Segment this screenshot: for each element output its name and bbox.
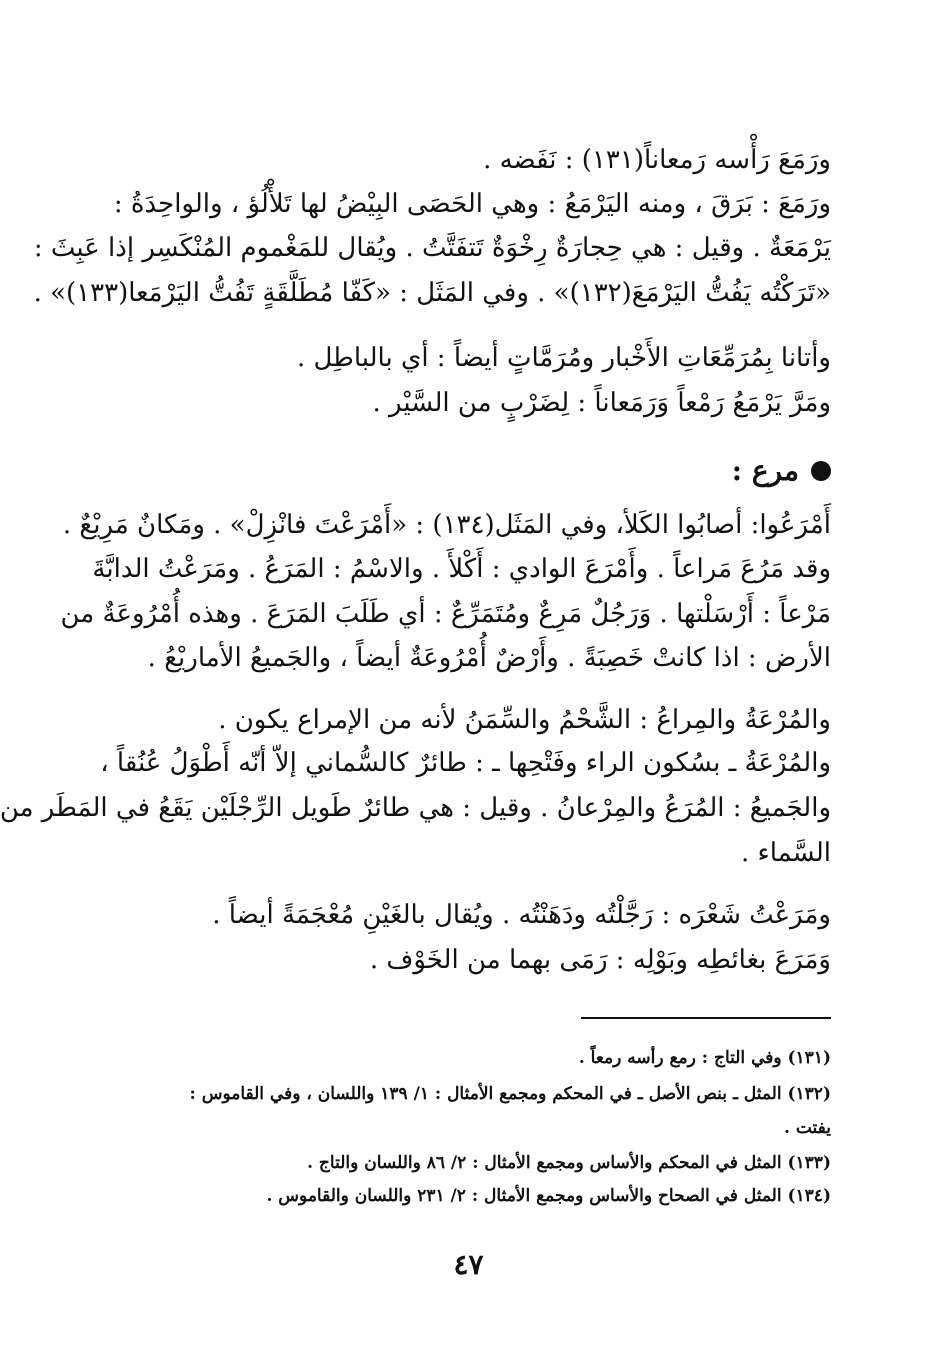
footnote: (١٣٤) المثل في الصحاح والأساس ومجمع الأمثال : ٢/ ٢٣١ واللسان والقاموس . [266,1186,831,1206]
text-line: أَمْرَعُوا: أصابُوا الكَلأ، وفي المَثَل(١٣٤) : «أَمْرَعْتَ فانْزِلْ» . ومَكانٌ مَرِيْعٌ . [62,510,831,540]
footnote: (١٣٢) المثل ـ بنص الأصل ـ في المحكم ومجمع الأمثال : ١/ ١٣٩ واللسان ، وفي القاموس : [189,1084,831,1104]
text-line: وأتانا بِمُرَمِّعَاتِ الأَخْبار ومُرَمَّاتٍ أيضاً : أي بالباطِل . [296,343,831,373]
text-line: السَّماء . [740,838,831,868]
footnote: (١٣١) وفي التاج : رمع رأسه رمعاً . [578,1048,831,1068]
text-line: والجَميعُ : المُرَعُ والمِرْعانُ . وقيل : هي طائرٌ طَويل الرِّجْلَيْن يَقَعُ في المَطَر من [0,793,831,823]
footnote: يفتت . [784,1118,831,1138]
text-line: «تَرَكْتُه يَفُتُّ اليَرْمَعَ(١٣٢)» . وفي المَثَل : «كَفّا مُطَلَّقَةٍ تَفُتُّ اليَرْمَعا(١٣٣)» . [33,278,831,308]
text-line: ومَرَّ يَرْمَعُ رَمْعاً وَرَمَعاناً : لِضَرْبٍ من السَّيْر . [372,388,831,418]
text-line: والمُرْعَةُ ـ بسُكون الراء وفَتْحِها ـ : طائرٌ كالسُّماني إلاّ أنّه أَطْوَلُ عُنُقاً ، [100,748,831,778]
footnote: (١٣٣) المثل في المحكم والأساس ومجمع الأمثال : ٢/ ٨٦ واللسان والتاج . [307,1153,831,1173]
bullet-icon [811,461,831,481]
text-line: ورَمَعَ رَأْسه رَمعاناً(١٣١) : نَفَضه . [483,145,831,175]
text-line: وَمَرَعَ بغائطِه وبَوْلِه : رَمَى بهما من الخَوْف . [369,945,831,975]
text-line: والمُرْعَةُ والمِراعُ : الشَّحْمُ والسِّمَنُ لأنه من الإمراع يكون . [218,705,831,735]
text-line: مَرْعاً : أَرْسَلْتها . وَرَجُلٌ مَرِعٌ ومُتَمَرِّعٌ : أي طَلَبَ المَرَعَ . وهذه أُمْرُوعَةٌ من [60,599,831,629]
document-page [1,0,936,1358]
text-line: الأرض : اذا كانتْ خَصِبَةً . وأَرْضٌ أُمْرُوعَةٌ أيضاً ، والجَميعُ الأماريْعُ . [147,643,831,673]
footnote-divider [581,1017,831,1019]
text-line: وقد مَرُعَ مَراعاً . وأَمْرَعَ الوادي : أَكْلأَ . والاسْمُ : المَرَعُ . ومَرَعْتُ الدابَّةَ [92,554,831,584]
text-line: ورَمَعَ : بَرَقَ ، ومنه اليَرْمَعُ : وهي الحَصَى البِيْضُ لها تَلأْلُؤ ، والواحِدَةُ : [113,189,831,219]
text-line: يَرْمَعَةٌ . وقيل : هي حِجارَةٌ رِخْوَةٌ تَتفَتَّتُ . ويُقال للمَغْموم المُنْكَسِر إذا عَبِثَ : [33,233,831,263]
section-heading [732,453,831,489]
section-heading-text: مرع : [731,454,799,487]
page-number: ٤٧ [453,1248,484,1281]
text-line: ومَرَعْتُ شَعْرَه : رَجَّلْتُه ودَهَنْتُه . ويُقال بالغَيْنِ مُعْجَمَةً أيضاً . [212,900,831,930]
